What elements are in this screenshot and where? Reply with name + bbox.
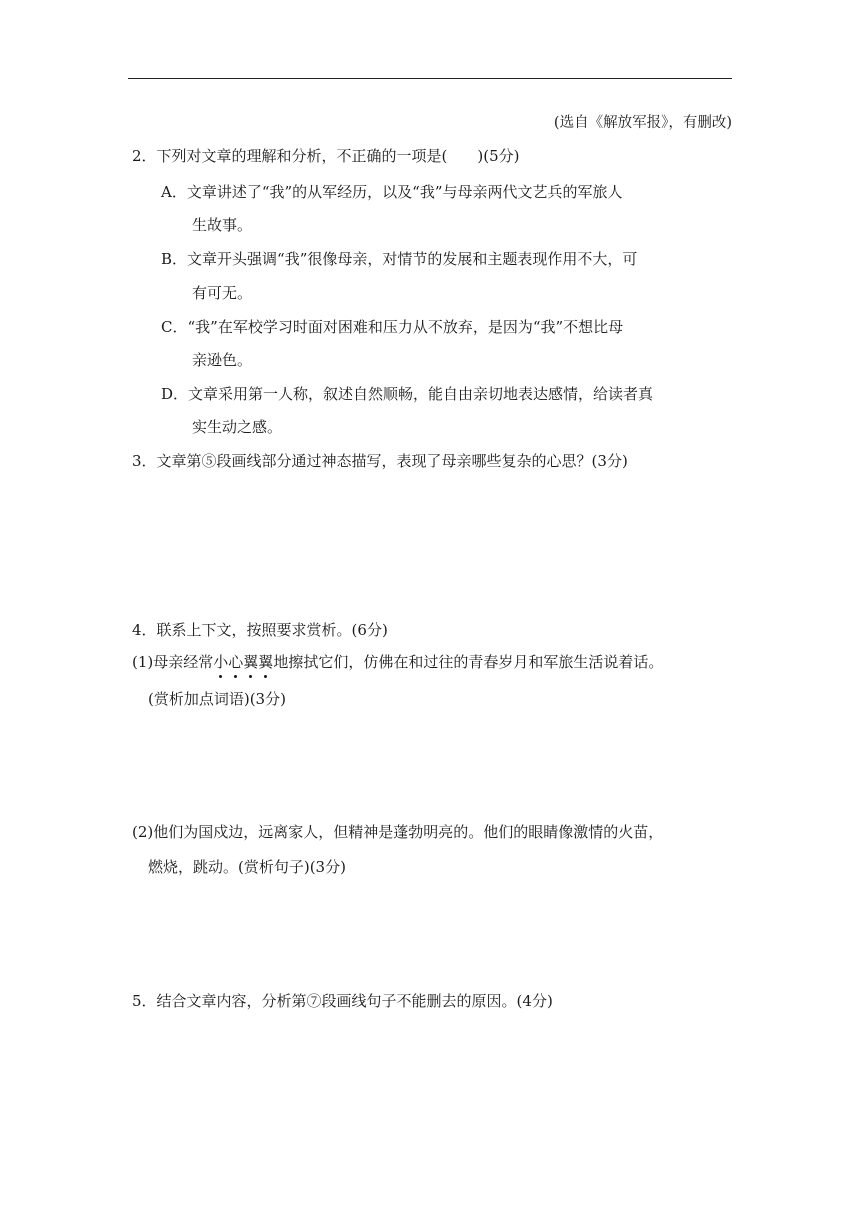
option-d-line1: D．文章采用第一人称，叙述自然顺畅，能自由亲切地表达感情，给读者真 [161, 385, 654, 403]
option-c-line2: 亲逊色。 [192, 351, 253, 369]
question-4-sub1-line2: (赏析加点词语)(3分) [148, 690, 286, 708]
sub1-prefix: (1)母亲经常 [132, 653, 214, 671]
emphasized-char: 小 [213, 653, 228, 671]
question-3-stem: 3．文章第⑤段画线部分通过神态描写，表现了母亲哪些复杂的心思？(3分) [132, 452, 628, 470]
option-c-line1: C．“我”在军校学习时面对困难和压力从不放弃，是因为“我”不想比母 [161, 318, 624, 336]
emphasized-char: 翼 [243, 653, 258, 671]
question-5-stem: 5．结合文章内容，分析第⑦段画线句子不能删去的原因。(4分) [132, 992, 553, 1010]
sub1-suffix: 地擦拭它们，仿佛在和过往的青春岁月和军旅生活说着话。 [273, 653, 664, 671]
option-b-line1: B．文章开头强调“我”很像母亲，对情节的发展和主题表现作用不大，可 [161, 250, 638, 268]
source-citation: (选自《解放军报》，有删改) [553, 115, 732, 131]
emphasized-char: 翼 [258, 653, 273, 671]
option-b-line2: 有可无。 [192, 284, 253, 302]
emphasis-dot [264, 675, 267, 678]
question-2-stem: 2．下列对文章的理解和分析，不正确的一项是( )(5分) [132, 147, 520, 165]
option-d-line2: 实生动之感。 [192, 418, 283, 436]
question-4-sub2-line1: (2)他们为国戍边，远离家人，但精神是蓬勃明亮的。他们的眼睛像激情的火苗， [132, 823, 664, 841]
emphasized-char: 心 [228, 653, 243, 671]
top-rule [128, 78, 732, 79]
emphasized-word [213, 653, 273, 671]
option-a-line1: A．文章讲述了“我”的从军经历，以及“我”与母亲两代文艺兵的军旅人 [161, 183, 623, 201]
option-a-line2: 生故事。 [192, 216, 253, 234]
question-4-stem: 4．联系上下文，按照要求赏析。(6分) [132, 621, 388, 639]
emphasis-dot [234, 675, 237, 678]
emphasized-text [213, 653, 273, 671]
emphasis-dot [249, 675, 252, 678]
emphasis-dot [219, 675, 222, 678]
question-4-sub1-line1 [132, 651, 663, 672]
question-4-sub2-line2: 燃烧，跳动。(赏析句子)(3分) [148, 858, 346, 876]
